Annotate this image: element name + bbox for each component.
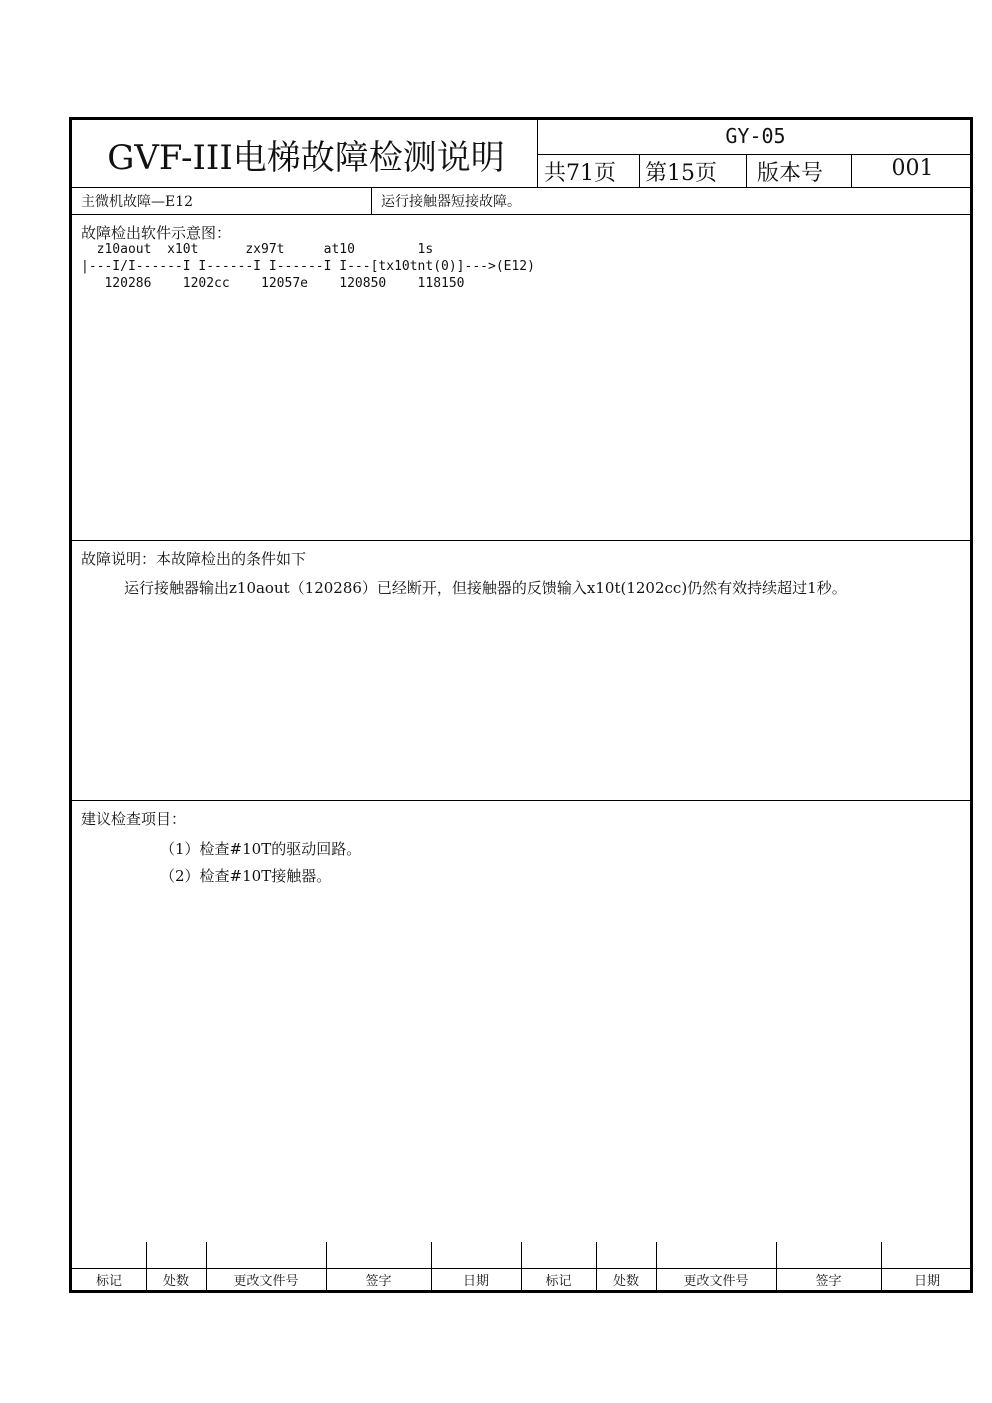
document-title: GVF-III电梯故障检测说明	[107, 138, 505, 178]
diagram-addresses: 120286 1202cc 12057e 120850 118150	[81, 276, 465, 291]
checks-heading: 建议检查项目：	[81, 810, 187, 828]
document-code: GY-05	[725, 124, 786, 148]
footer-cell: 签字	[365, 1274, 392, 1289]
footer-cell: 标记	[95, 1274, 122, 1289]
divider	[639, 154, 640, 187]
diagram-ladder: |---I/I------I I------I I------I I---[tx10tnt(0)]--->(E12)	[81, 259, 535, 274]
description-heading: 故障说明：本故障检出的条件如下	[81, 550, 307, 568]
fault-category: 主微机故障—E12	[81, 194, 194, 210]
footer-cell: 处数	[162, 1274, 189, 1289]
divider	[72, 1268, 973, 1269]
divider	[746, 154, 747, 187]
description-text: 运行接触器输出z10aout（120286）已经断开，但接触器的反馈输入x10t(1202cc)仍然有效持续超过1秒。	[124, 579, 847, 597]
footer-cell: 处数	[612, 1274, 639, 1289]
check-item: （1）检查#10T的驱动回路。	[160, 840, 362, 858]
page-number: 第15页	[645, 161, 717, 186]
diagram-heading: 故障检出软件示意图：	[81, 224, 232, 242]
version-value: 001	[891, 156, 934, 181]
footer-cell: 更改文件号	[683, 1274, 749, 1289]
footer-cell: 更改文件号	[233, 1274, 299, 1289]
divider	[371, 187, 372, 214]
divider	[72, 187, 973, 188]
divider	[537, 154, 973, 155]
version-label: 版本号	[757, 161, 824, 186]
document-frame	[69, 117, 973, 1293]
footer-cell: 标记	[545, 1274, 572, 1289]
fault-name: 运行接触器短接故障。	[381, 194, 521, 210]
footer-cell: 日期	[913, 1274, 940, 1289]
divider	[72, 214, 973, 215]
divider	[72, 540, 973, 541]
diagram-labels: z10aout x10t zx97t at10 1s	[81, 242, 434, 257]
total-pages: 共71页	[544, 161, 616, 186]
divider	[72, 800, 973, 801]
footer-cell: 签字	[815, 1274, 842, 1289]
check-item: （2）检查#10T接触器。	[160, 867, 332, 885]
footer-cell: 日期	[462, 1274, 489, 1289]
